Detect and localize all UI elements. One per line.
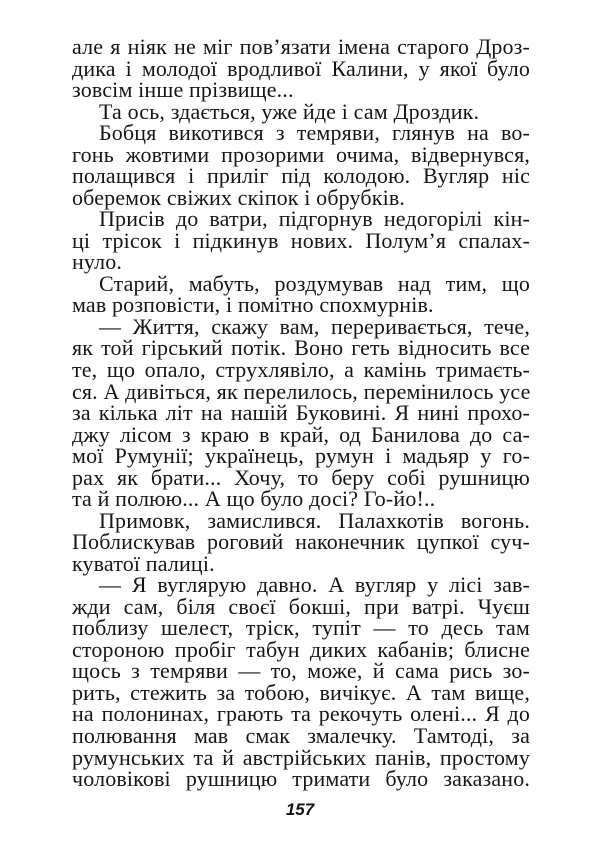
- text-line: джу лісом з краю в край, од Банилова до са-: [72, 421, 530, 447]
- text-line: — Життя, скажу вам, переривається, тече,: [99, 313, 530, 339]
- text-line: мої Румунії; українець, румун і мадьяр у го-: [72, 443, 530, 469]
- text-line: рах як брати... Хочу, то беру собі рушницю: [72, 464, 530, 490]
- text-line: ці трісок і підкинув нових. Полум’я спалах-: [72, 227, 530, 253]
- text-line: Присів до ватри, підгорнув недогорілі кін-: [99, 206, 530, 232]
- text-line: як той гірський потік. Воно геть відносить все: [72, 335, 530, 361]
- text-line: за кілька літ на нашій Буковині. Я нині прохо-: [72, 400, 530, 426]
- text-line: мав розповісти, і помітно спохмурнів.: [72, 292, 434, 318]
- text-line: Та ось, здається, уже йде і сам Дроздик.: [99, 98, 480, 124]
- text-line: Поблискував роговий наконечник цупкої суч-: [72, 529, 530, 555]
- text-line: полащився і приліг під колодою. Вугляр ніс: [72, 163, 530, 189]
- text-line: нуло.: [72, 249, 123, 275]
- text-line: ся. А дивіться, як перелилось, перемінилось усе: [72, 378, 531, 404]
- text-line: та й полюю... А що було досі? Го-йо!..: [72, 486, 436, 512]
- text-line: але я ніяк не міг пов’язати імена старого Дроз-: [72, 34, 530, 59]
- text-line: Старий, мабуть, роздумував над тим, що: [99, 270, 530, 296]
- text-line: рить, стежить за тобою, вичікує. А там вище,: [72, 679, 530, 705]
- text-line: оберемок свіжих скіпок і обрубків.: [72, 184, 406, 210]
- text-line: щось з темряви — то, може, й сама рись зо-: [72, 658, 530, 684]
- text-line: стороною пробіг табун диких кабанів; блисне: [72, 636, 530, 662]
- text-line: Примовк, замислився. Палахкотів вогонь.: [99, 507, 530, 533]
- text-line: те, що опало, струхлявіло, а камінь тримаєть-: [72, 356, 530, 382]
- page-body: [72, 36, 530, 790]
- text-line: дика і молодої вродливої Калини, у якої було: [72, 55, 530, 81]
- text-line: куватої палиці.: [72, 550, 215, 576]
- text-line: на полонинах, грають та рекочуть олені... Я до: [72, 701, 530, 727]
- text-line: Бобця викотився з темряви, глянув на во-: [99, 120, 530, 146]
- text-line: гонь жовтими прозорими очима, відвернувся,: [72, 141, 530, 167]
- text-line: поблизу шелест, тріск, тупіт — то десь там: [72, 615, 530, 641]
- page-number: 157: [285, 800, 315, 819]
- text-line: жди сам, біля своєї бокші, при ватрі. Чуєш: [72, 593, 530, 619]
- text-line: — Я вуглярую давно. А вугляр у лісі зав-: [99, 572, 530, 598]
- text-line: полювання мав смак змалечку. Тамтоді, за: [72, 723, 530, 748]
- text-line: чоловікові рушницю тримати було заказано.: [72, 766, 530, 792]
- text-line: зовсім інше прізвище...: [72, 77, 294, 103]
- text-line: румунських та й австрійських панів, простому: [72, 744, 530, 770]
